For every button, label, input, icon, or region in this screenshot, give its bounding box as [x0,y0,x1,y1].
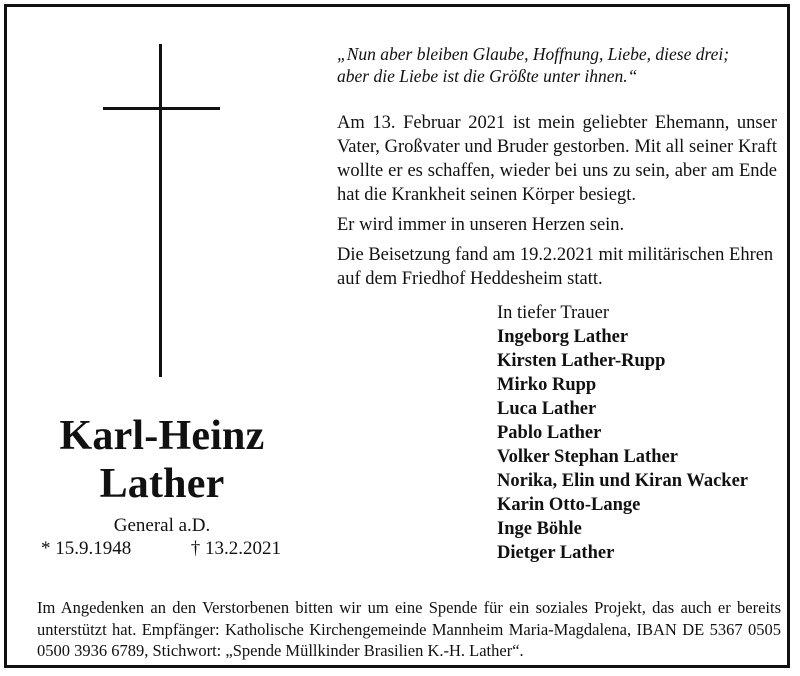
deceased-last-name: Lather [99,461,225,507]
mourner-name: Luca Lather [497,399,597,419]
message-paragraph: Er wird immer in unseren Herzen sein. [337,215,625,235]
mourner-name: Mirko Rupp [497,375,597,395]
bible-quote [337,43,777,87]
mourner-name: Dietger Lather [497,543,615,563]
deceased-name-block [27,412,297,538]
mourner-name: Ingeborg Lather [497,327,629,347]
mourner-name: Pablo Lather [497,423,602,443]
deceased-rank: General a.D. [113,515,211,536]
mourners-list [497,301,787,565]
mourner-name: Kirsten Lather-Rupp [497,351,666,371]
quote-line: aber die Liebe ist die Größte unter ihnen.“ [337,66,638,86]
quote-line: „Nun aber bleiben Glaube, Hoffnung, Liebe, diese drei; [337,44,730,64]
life-dates [41,537,281,561]
mourner-name: Norika, Elin und Kiran Wacker [497,471,748,491]
mourner-name: Inge Böhle [497,519,582,539]
deceased-first-name: Karl-Heinz [59,413,265,459]
death-date: † 13.2.2021 [190,538,281,559]
obituary-message [337,111,777,297]
mourner-name: Karin Otto-Lange [497,495,641,515]
mourner-name: Volker Stephan Lather [497,447,678,467]
cross-icon-bar [103,107,220,110]
birth-date: * 15.9.1948 [41,538,132,559]
message-paragraph: Die Beisetzung fand am 19.2.2021 mit militärischen Ehren auf dem Friedhof Heddesheim statt. [337,245,774,289]
mourners-intro: In tiefer Trauer [497,303,609,323]
obituary-card [4,4,790,668]
message-paragraph: Am 13. Februar 2021 ist mein geliebter Ehemann, unser Vater, Großvater und Bruder gestorben. Mit all seiner Kraft wollte er es schaffen, wieder bei uns zu sein, aber am Ende hat die Krankheit seinen Körper besiegt. [337,113,777,205]
cross-icon [159,44,162,377]
donation-note: Im Angedenken an den Verstorbenen bitten wir um eine Spende für ein soziales Projekt, das auch er bereits unterstützt hat. Empfänger: Katholische Kirchengemeinde Mannheim Maria-Magdalena, IBAN DE 5367 0505 0500 3936 6789, Stichwort: „Spende Müllkinder Brasilien K.-H. Lather“. [37,598,781,660]
